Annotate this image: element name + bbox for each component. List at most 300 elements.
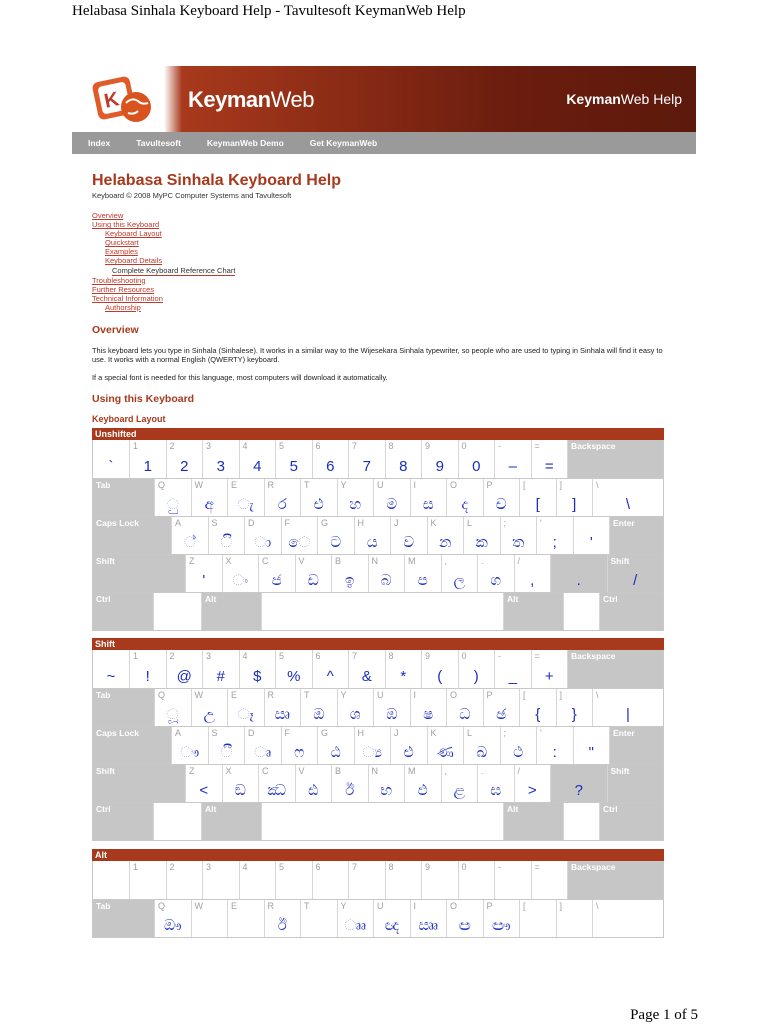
key-label: = [534,651,540,661]
keyboard-unshifted-grid [92,440,664,631]
key-label: 8 [388,862,394,872]
key-output: ප [417,572,428,589]
keyboard-key [264,479,301,516]
key-label: Ctrl [96,594,111,604]
brand-help-label: KeymanWeb Help [566,91,682,107]
keyboard-key [536,517,573,554]
key-label: . [481,766,484,776]
key-output: | [626,706,630,723]
key-label: \ [596,480,599,490]
keyboard-key [239,440,276,478]
keyboard-key [573,727,610,764]
keyboard-key [354,727,391,764]
keyboard-key [463,727,500,764]
key-output: ඪ [308,782,319,799]
keyboard-key [264,900,301,937]
keyboard-key [500,727,537,764]
keyboard-key [153,803,201,840]
keyboard-key [171,517,208,554]
main-content [92,172,668,424]
keyboard-key [275,440,312,478]
keyboard-row [93,688,663,726]
key-label: , [444,766,448,776]
key-label: Shift [96,556,115,566]
keyboard-key [337,689,374,726]
keyboard-key [264,689,301,726]
key-output: ච [495,496,507,513]
key-output: { [535,706,541,723]
keyboard-key [477,555,514,592]
key-output: ෙ [288,534,311,551]
key-label: Y [340,901,347,911]
key-output: * [400,668,407,685]
key-output: ් [183,534,196,551]
key-label: ] [559,480,563,490]
key-label: L [467,518,473,528]
keyboard-key [348,650,385,688]
key-label: N [371,766,378,776]
keymanweb-banner [92,66,696,132]
keyboard-key [300,689,337,726]
key-label: 1 [133,862,139,872]
key-label: W [194,690,203,700]
key-label: K [430,728,437,738]
key-label: Caps Lock [96,518,139,528]
key-label: . [481,556,484,566]
keyboard-key [191,900,228,937]
key-label: I [413,901,417,911]
keyboard-key [166,650,203,688]
key-label: / [517,556,521,566]
key-output: ඛ [476,744,488,761]
key-label: V [298,556,305,566]
key-label: - [498,651,501,661]
keyboard-key [93,861,129,899]
toc-layout[interactable]: Keyboard Layout [105,229,162,239]
keyboard-key [531,861,568,899]
key-output: ක [475,534,488,551]
key-output: ජ [271,572,282,589]
keyboard-key [93,555,185,592]
keyboard-key [373,689,410,726]
key-output: ; [552,534,557,551]
nav-tavultesoft[interactable]: Tavultesoft [136,138,181,148]
key-label: \ [596,901,599,911]
keyboard-key [500,517,537,554]
key-output: ස [422,496,434,513]
keyboard-key [312,861,349,899]
key-output: @ [176,668,192,685]
key-label: 1 [133,651,139,661]
key-label: I [413,480,417,490]
key-output: ^ [326,668,334,685]
keyboard-key [390,517,427,554]
key-label: P [486,690,493,700]
keyboard-key [154,689,191,726]
key-label: R [267,480,274,490]
key-output: = [544,458,554,475]
keyboard-key [427,727,464,764]
keyboard-key [550,765,607,802]
key-output: ඐ [491,917,511,934]
key-label: ' [540,728,542,738]
keyboard-key [441,765,478,802]
key-label: - [498,441,501,451]
key-label: B [335,556,342,566]
key-output: $ [253,668,262,685]
key-output: ඩ [307,572,319,589]
toc-details[interactable]: Keyboard Details [105,256,163,266]
key-label: 3 [206,441,212,451]
key-label: F [284,728,290,738]
key-label: Alt [507,804,519,814]
key-label: X [225,766,232,776]
key-output: ඖ [163,917,182,934]
key-label: F [284,518,290,528]
key-label: L [467,728,473,738]
key-label: 3 [206,651,212,661]
toc-using[interactable]: Using this Keyboard [92,220,160,230]
key-label: A [175,518,182,528]
keyboard-key [556,479,593,516]
keyboard-row [93,726,663,764]
key-output: } [571,706,577,723]
key-label: W [194,901,203,911]
keyboard-key [202,650,239,688]
key-label: D [248,518,255,528]
key-label: 5 [279,651,285,661]
keyboard-key [477,765,514,802]
keyboard-key [348,440,385,478]
table-of-contents [92,211,668,312]
keyboard-key [93,765,185,802]
keyboard-key [300,479,337,516]
keyboard-key [556,689,593,726]
keyboard-key [536,727,573,764]
key-output: ෂ [423,706,434,723]
key-label: Backspace [571,651,616,661]
key-output: ඣ [267,782,286,799]
keyboard-key [93,689,154,726]
key-label: C [262,766,269,776]
page-number: Page 1 of 5 [630,1007,698,1023]
key-output: ්‍ය [362,744,382,761]
key-label: Q [158,480,166,490]
document-title: Helabasa Sinhala Keyboard Help - Tavultesoft KeymanWeb Help [72,3,466,19]
keyboard-key [261,593,503,630]
key-output: භ [380,782,393,799]
toc-resources[interactable]: Further Resources [92,284,155,294]
keyboard-key [93,479,154,516]
keyboard-key [385,861,422,899]
key-label: U [377,690,384,700]
key-output: ඥ [384,917,400,934]
keyboard-key [239,650,276,688]
key-label: U [377,901,384,911]
key-output: ' [589,534,593,551]
key-label: [ [523,901,526,911]
keyboard-key [191,479,228,516]
keyboard-shift [92,638,664,841]
key-output: ඔ [313,706,325,723]
key-output: හ [349,496,362,513]
key-output: ෟ [180,744,200,761]
key-label: B [335,766,342,776]
keyboard-key [275,861,312,899]
key-label: Alt [507,594,519,604]
key-output: ට [330,534,342,551]
toc-authorship[interactable]: Authorship [105,302,141,312]
keyboard-key [201,593,261,630]
toc-examples[interactable]: Examples [105,247,138,257]
key-output: ී [220,744,233,761]
key-label: 7 [352,862,358,872]
keyboard-key [244,727,281,764]
key-output: ධ [459,706,471,723]
key-output: + [544,668,554,685]
key-label: - [498,862,501,872]
keyboard-key [519,479,556,516]
key-label: 9 [425,441,431,451]
keyboard-key [609,517,663,554]
key-output: 4 [253,458,262,475]
key-label: ; [503,728,507,738]
key-output: ඍ [274,706,290,723]
keyboard-unshifted-title: Unshifted [92,428,664,440]
keyboard-key [258,555,295,592]
keyboard-key [154,900,191,937]
toc-troubleshooting[interactable]: Troubleshooting [92,275,146,285]
keyboard-key [494,650,531,688]
toc-chart[interactable]: Complete Keyboard Reference Chart [112,265,236,275]
keyboard-key [563,803,599,840]
keyboard-key [483,479,520,516]
keyboard-key [368,555,405,592]
key-label: S [211,728,218,738]
keyboard-key [295,555,332,592]
keyboard-key [222,555,259,592]
keyboard-key [531,440,568,478]
key-label: M [408,766,416,776]
key-output: ළ [453,782,465,799]
key-output: ඊ [277,917,287,934]
key-label: A [175,728,182,738]
keyboard-key [227,900,264,937]
key-label: Ctrl [96,804,111,814]
keyboard-row [93,478,663,516]
key-output: & [361,668,372,685]
toc-quickstart[interactable]: Quickstart [105,238,139,248]
key-label: G [321,728,329,738]
nav-index[interactable]: Index [88,138,111,148]
keyboard-key [458,650,495,688]
keyboard-key [446,689,483,726]
key-label: H [357,518,364,528]
key-label: Backspace [571,441,616,451]
keyboard-row [93,516,663,554]
keyboard-key [295,765,332,802]
key-output: ි [220,534,233,551]
key-output: ැ [237,496,254,513]
key-label: 6 [315,441,321,451]
keyboard-key [463,517,500,554]
keyboard-key [208,517,245,554]
key-label: / [517,766,521,776]
key-output: ඡ [496,706,507,723]
keyboard-key [607,765,664,802]
keyboard-key [93,440,129,478]
key-output: 7 [362,458,371,475]
keyboard-key [404,765,441,802]
key-output: ඝ [490,782,502,799]
key-label: Alt [205,804,217,814]
keyboard-key [239,861,276,899]
key-label: N [371,556,378,566]
nav-keymanweb-demo[interactable]: KeymanWeb Demo [206,138,284,148]
key-label: G [321,518,329,528]
key-output: ද [461,496,469,513]
key-output: ] [572,496,577,513]
key-label: T [304,480,310,490]
keyboard-row [93,802,663,840]
key-label: 2 [169,441,175,451]
keyboard-key [607,555,664,592]
key-label: Y [340,480,347,490]
keyboard-key [244,517,281,554]
key-label: C [262,556,269,566]
key-label: Shift [96,766,115,776]
key-label: E [231,480,238,490]
keyboard-alt-title: Alt [92,849,664,861]
key-output: # [216,668,225,685]
key-output: ං [232,572,249,589]
brand-name: KeymanWeb [188,87,314,112]
keyboard-alt-grid [92,861,664,938]
key-label: 2 [169,651,175,661]
keyboard-key [317,727,354,764]
keyboard-key [337,900,374,937]
keyboard-key [281,517,318,554]
key-label: \ [596,690,599,700]
key-label: T [304,690,310,700]
key-output: ! [145,668,150,685]
key-output: ඏ [458,917,471,934]
key-label: E [231,901,238,911]
keyboard-row [93,861,663,899]
keyboard-alt [92,849,664,938]
keyboard-key [385,650,422,688]
top-navigation [72,132,696,154]
key-output: ඵ [417,782,428,799]
toc-overview[interactable]: Overview [92,211,124,220]
keyboard-key [494,861,531,899]
keyboard-key [93,900,154,937]
key-label: Z [189,766,195,776]
keyboard-key [531,650,568,688]
keyboard-key [373,900,410,937]
key-label: H [357,728,364,738]
key-label: Q [158,690,166,700]
keyboard-key [337,479,374,516]
key-output: , [530,572,535,589]
keyboard-key [185,555,222,592]
key-output: උ [203,706,215,723]
keyboard-key [421,650,458,688]
keyboard-key [201,803,261,840]
keyboard-key [573,517,610,554]
keyboard-key [599,593,663,630]
key-output: ` [108,458,114,475]
key-label: J [394,728,399,738]
key-label: Tab [96,690,111,700]
key-output: / [633,572,638,589]
keyboard-key [331,555,368,592]
key-output: බ [380,572,392,589]
key-label: O [450,901,458,911]
keyboard-key [171,727,208,764]
keyboard-key [446,900,483,937]
key-output: 2 [180,458,189,475]
keyboard-key [202,861,239,899]
key-output: ෘ [254,744,272,761]
key-label: 0 [461,651,467,661]
keyboard-key [129,861,166,899]
keyboard-key [368,765,405,802]
key-label: J [394,518,399,528]
keyboard-key [222,765,259,802]
key-output: එ [313,496,324,513]
key-output: ෲ [344,917,367,934]
keyboard-unshifted [92,428,664,631]
key-output: අ [204,496,214,513]
keyboard-key [390,727,427,764]
key-label: 6 [315,862,321,872]
key-label: U [377,480,384,490]
key-label: Shift [610,766,630,776]
keyboard-key [567,650,663,688]
key-output: ග [490,572,502,589]
toc-technical[interactable]: Technical Information [92,293,163,303]
keyboard-key [129,650,166,688]
nav-get-keymanweb[interactable]: Get KeymanWeb [309,138,378,148]
keyboard-key [281,727,318,764]
key-label: O [450,480,458,490]
keyboard-key [166,861,203,899]
key-output: ඉ [345,572,355,589]
key-label: 8 [388,651,394,661]
keyboard-key [519,689,556,726]
keyboard-key [446,479,483,516]
key-output: ණ [436,744,454,761]
keyboard-key [441,555,478,592]
key-output: ෆ [294,744,305,761]
key-output: ඞ [234,782,246,799]
key-output: ථ [513,744,524,761]
keyboard-key [93,727,171,764]
key-output: " [588,744,594,761]
key-output: ළු [403,744,414,761]
keyboard-key [503,803,563,840]
keyboard-key [258,765,295,802]
key-label: D [248,728,255,738]
keyboard-key [410,689,447,726]
keyboard-key [514,555,551,592]
keyboard-key [556,900,593,937]
key-label: Alt [205,594,217,604]
key-output: < [199,782,209,799]
keyboard-key [227,689,264,726]
key-label: 7 [352,441,358,451]
